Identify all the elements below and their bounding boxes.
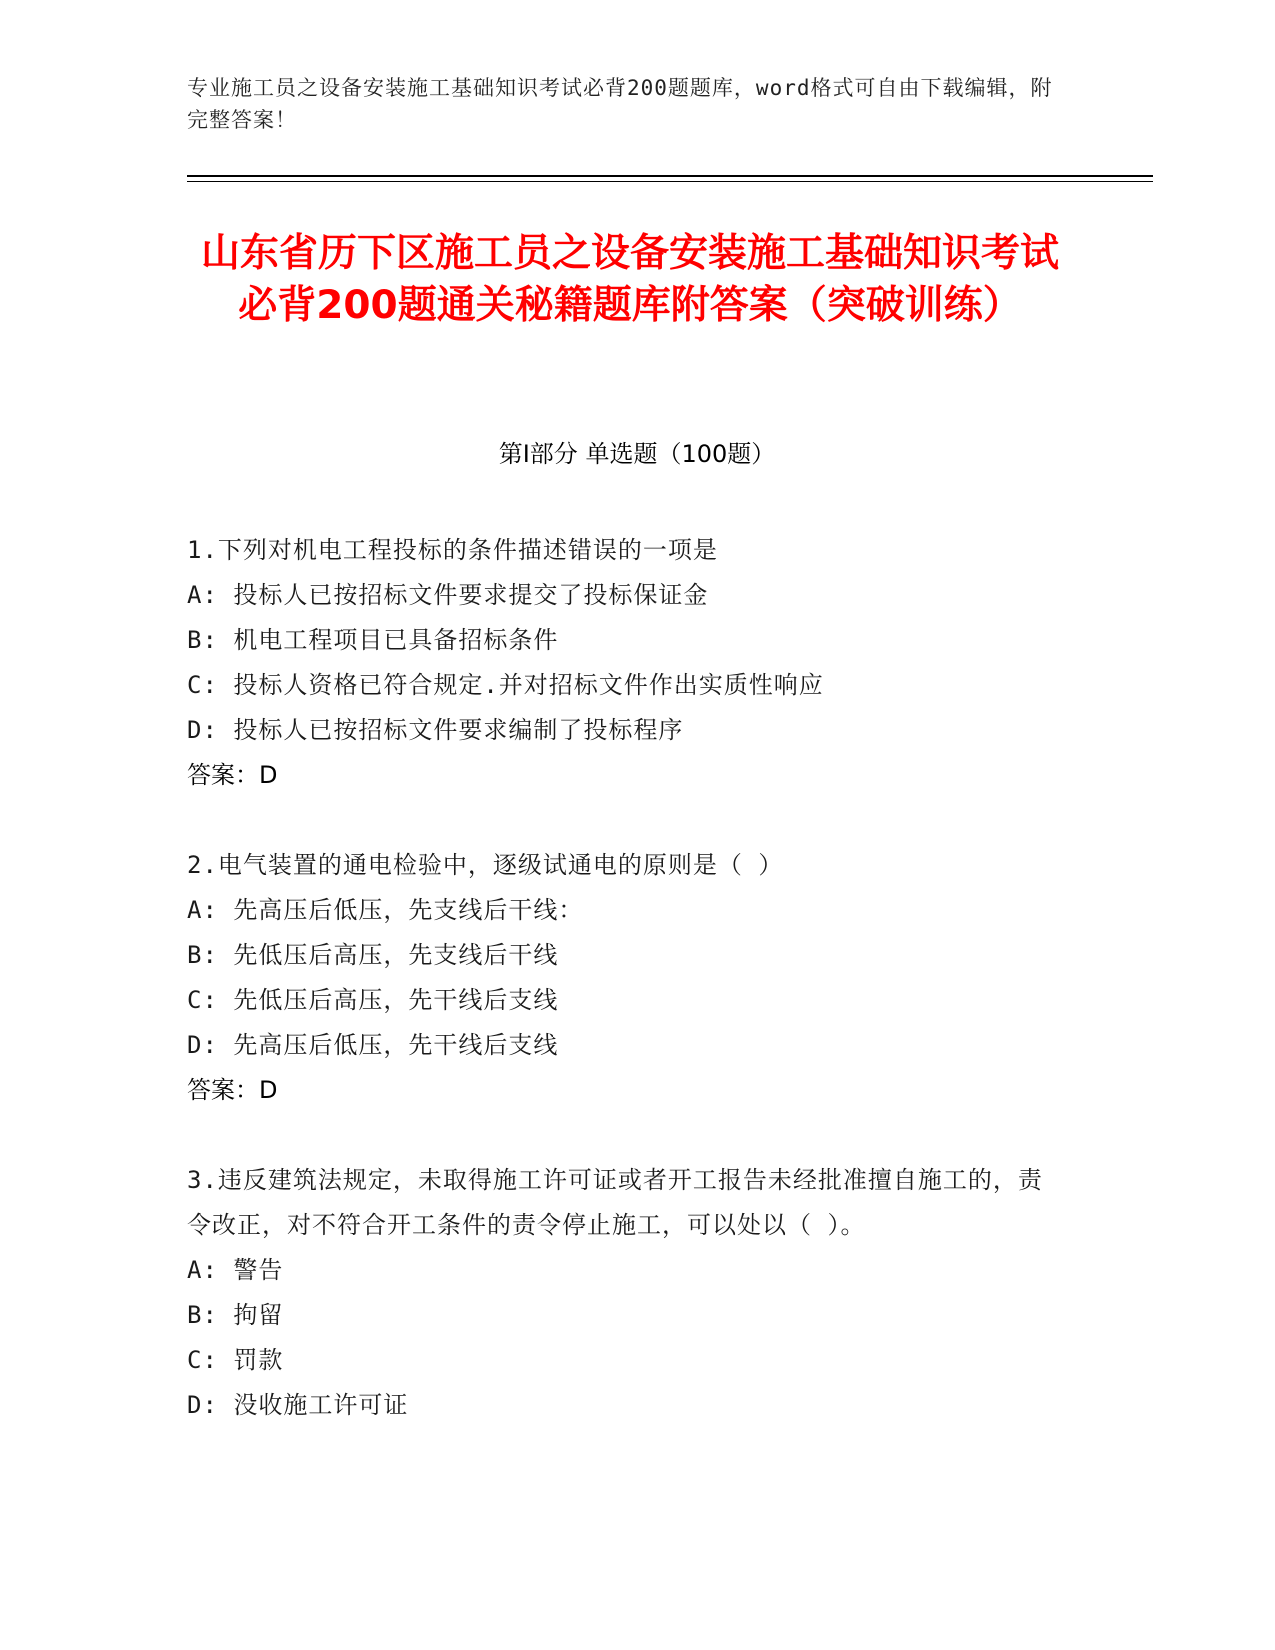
question-stem: 3.违反建筑法规定，未取得施工许可证或者开工报告未经批准擅自施工的，责令改正，对不符合开工条件的责令停止施工，可以处以（ ）。 [187,1166,1043,1239]
header-note: 专业施工员之设备安装施工基础知识考试必背200题题库，word格式可自由下载编辑，附完整答案！ [187,76,1053,132]
answer: 答案：D [187,1076,278,1104]
option-a: A: 先高压后低压，先支线后干线： [187,896,584,924]
option-d: D: 先高压后低压，先干线后支线 [187,1031,559,1059]
option-a: A: 警告 [187,1256,284,1284]
question-stem: 2.电气装置的通电检验中，逐级试通电的原则是（ ） [187,851,784,879]
question-stem: 1.下列对机电工程投标的条件描述错误的一项是 [187,536,718,564]
question-list [187,528,1067,1473]
option-b: B: 机电工程项目已具备招标条件 [187,626,559,654]
option-b: B: 先低压后高压，先支线后干线 [187,941,559,969]
document-title: 山东省历下区施工员之设备安装施工基础知识考试必背200题通关秘籍题库附答案（突破训练） [200,231,1059,328]
option-b: B: 拘留 [187,1301,284,1329]
option-c: C: 先低压后高压，先干线后支线 [187,986,559,1014]
option-d: D: 投标人已按招标文件要求编制了投标程序 [187,716,684,744]
option-c: C: 投标人资格已符合规定.并对招标文件作出实质性响应 [187,671,824,699]
option-a: A: 投标人已按招标文件要求提交了投标保证金 [187,581,709,609]
question-1 [187,528,1067,798]
section-heading: 第I部分 单选题（100题） [498,440,776,468]
header-divider-thick [187,175,1153,177]
question-2 [187,843,1067,1113]
option-c: C: 罚款 [187,1346,284,1374]
option-d: D: 没收施工许可证 [187,1391,409,1419]
header-divider-thin [187,181,1153,182]
answer: 答案：D [187,761,278,789]
question-3 [187,1158,1067,1428]
